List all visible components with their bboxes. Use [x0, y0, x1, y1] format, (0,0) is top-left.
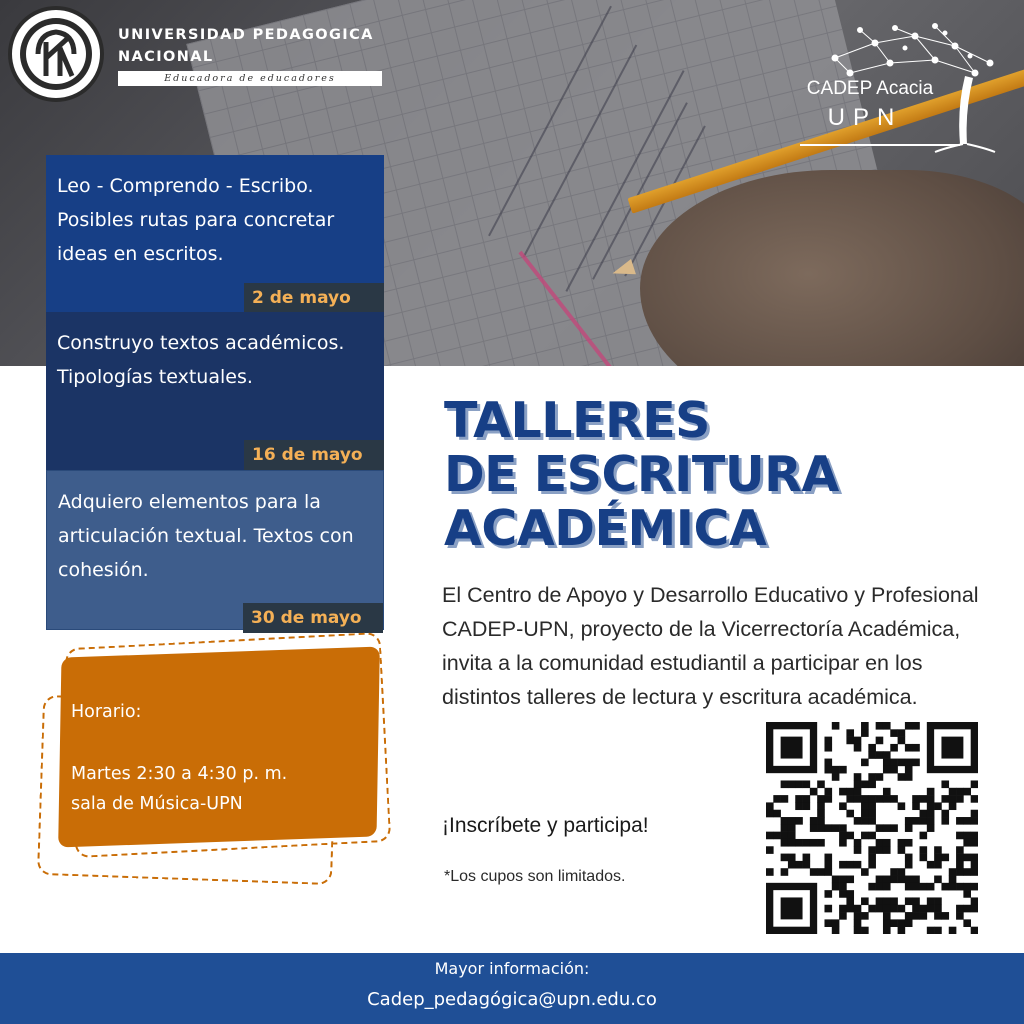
title-line: ACADÉMICA [444, 500, 767, 557]
workshop-date: 30 de mayo [243, 603, 383, 633]
workshop-title: Adquiero elementos para la articulación textual. Textos con cohesión. [58, 491, 354, 581]
schedule-time: Martes 2:30 a 4:30 p. m. [71, 764, 288, 784]
workshop-card [46, 155, 384, 312]
schedule-place: sala de Música-UPN [71, 794, 243, 814]
university-motto: Educadora de educadores [118, 71, 382, 86]
qr-code-icon[interactable] [766, 722, 978, 934]
schedule-label: Horario: [71, 702, 142, 722]
description: El Centro de Apoyo y Desarrollo Educativo y Profesional CADEP-UPN, proyecto de la Vicerrectoría Académica, invita a la comunidad estudiantil a participar en los distintos talleres de lectura y escritura académica. [442, 583, 979, 709]
cadep-divider [800, 144, 960, 146]
contact-email-link[interactable]: Cadep_pedagógica@upn.edu.co [367, 989, 657, 1010]
footer-more-info: Mayor información: [434, 959, 590, 978]
footer [0, 953, 1024, 1024]
title-line: DE ESCRITURA [444, 446, 839, 503]
workshop-card [46, 312, 384, 470]
call-to-action: ¡Inscríbete y participa! [442, 814, 649, 837]
upn-logo-icon [8, 6, 104, 102]
workshop-date: 16 de mayo [244, 440, 384, 470]
cadep-name: CADEP Acacia [806, 78, 934, 99]
workshop-title: Leo - Comprendo - Escribo. Posibles rutas para concretar ideas en escritos. [57, 175, 335, 265]
page-title [444, 394, 1004, 556]
workshop-date: 2 de mayo [244, 283, 384, 313]
cadep-upn: UPN [827, 104, 903, 131]
schedule-box [58, 647, 380, 848]
title-line: TALLERES [444, 392, 710, 449]
workshop-title: Construyo textos académicos. Tipologías textuales. [57, 332, 345, 388]
workshop-card [46, 470, 384, 630]
limited-spots-note: *Los cupos son limitados. [444, 868, 626, 885]
university-name: UNIVERSIDAD PEDAGOGICA NACIONAL [118, 27, 374, 65]
